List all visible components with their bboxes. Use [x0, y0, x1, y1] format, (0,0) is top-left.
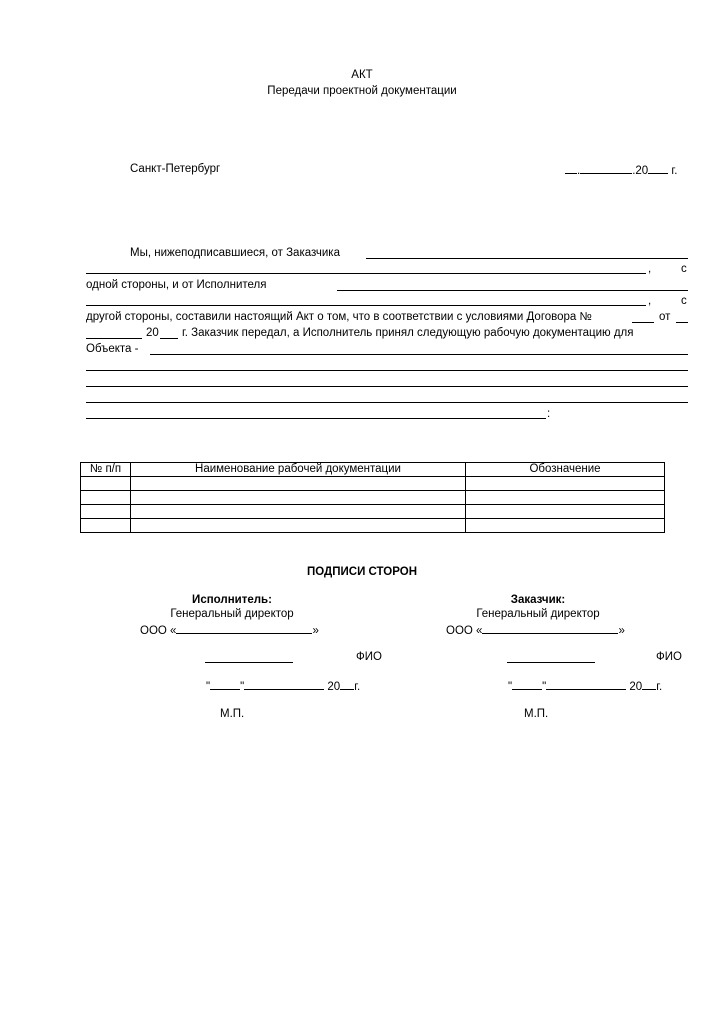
executor-quote-close: ": [240, 681, 245, 693]
document-subtitle: Передачи проектной документации: [267, 85, 457, 97]
executor-name-blank[interactable]: [337, 290, 688, 291]
executor-quote-open: ": [206, 681, 211, 693]
table-row: [81, 505, 665, 519]
customer-role: Заказчик:: [510, 594, 566, 606]
city-label: Санкт-Петербург: [130, 163, 221, 175]
executor-org-blank[interactable]: [176, 622, 312, 634]
table-header-name: Наименование рабочей документации: [131, 463, 466, 477]
date-field[interactable]: [565, 162, 677, 178]
body-line-3-text: одной стороны, и от Исполнителя: [86, 279, 267, 291]
table-cell[interactable]: [131, 491, 466, 505]
customer-org[interactable]: [446, 622, 625, 638]
customer-name-blank[interactable]: [366, 258, 688, 259]
executor-year-suffix: г.: [354, 681, 361, 693]
body-line-7-text: Объекта -: [86, 343, 139, 355]
object-line-blank-2[interactable]: [86, 386, 688, 387]
executor-fio-label: ФИО: [356, 651, 382, 663]
body-line-11-colon: :: [547, 408, 551, 420]
executor-year-prefix: 20: [327, 681, 341, 693]
table-cell[interactable]: [81, 491, 131, 505]
documentation-table: [80, 462, 665, 533]
table-header-designation: Обозначение: [466, 463, 665, 477]
table-cell[interactable]: [466, 491, 665, 505]
date-year-prefix: .20: [632, 165, 649, 177]
object-line-blank-1[interactable]: [86, 370, 688, 371]
customer-org-blank[interactable]: [482, 622, 618, 634]
executor-position: Генеральный директор: [170, 608, 294, 620]
executor-role: Исполнитель:: [192, 594, 272, 606]
customer-sign-date[interactable]: [508, 678, 662, 694]
table-row: [81, 491, 665, 505]
table-cell[interactable]: [81, 477, 131, 491]
table-row: [81, 519, 665, 533]
executor-name-blank-cont[interactable]: [86, 305, 646, 306]
object-line-blank-4[interactable]: [86, 418, 546, 419]
date-day-blank[interactable]: [565, 162, 577, 174]
executor-stamp-label: М.П.: [220, 708, 245, 720]
customer-quote-close: ": [542, 681, 547, 693]
date-separator: .: [577, 165, 581, 177]
contract-year-blank[interactable]: [160, 338, 178, 339]
executor-month-blank[interactable]: [244, 678, 324, 690]
executor-org-suffix: »: [312, 625, 319, 637]
customer-stamp-label: М.П.: [524, 708, 549, 720]
customer-year-prefix: 20: [629, 681, 643, 693]
date-month-blank[interactable]: [580, 162, 632, 174]
table-cell[interactable]: [466, 519, 665, 533]
customer-signature-blank[interactable]: [507, 662, 595, 663]
table-header-number: № п/п: [81, 463, 131, 477]
table-cell[interactable]: [81, 519, 131, 533]
customer-day-blank[interactable]: [512, 678, 542, 690]
customer-quote-open: ": [508, 681, 513, 693]
executor-org[interactable]: [140, 622, 319, 638]
customer-position: Генеральный директор: [476, 608, 600, 620]
customer-org-suffix: »: [618, 625, 625, 637]
body-line-6-text: г. Заказчик передал, а Исполнитель принял следующую рабочую документацию для: [182, 327, 634, 339]
body-line-5-text: другой стороны, составили настоящий Акт о том, что в соответствии с условиями Договора №: [86, 311, 592, 323]
object-name-blank[interactable]: [150, 354, 688, 355]
date-year-blank[interactable]: [648, 162, 668, 174]
table-cell[interactable]: [466, 477, 665, 491]
table-cell[interactable]: [131, 519, 466, 533]
table-cell[interactable]: [81, 505, 131, 519]
table-cell[interactable]: [131, 505, 466, 519]
contract-from-label: от: [659, 311, 671, 323]
contract-month-blank[interactable]: [86, 338, 142, 339]
customer-year-suffix: г.: [656, 681, 663, 693]
document-title: АКТ: [351, 69, 373, 81]
body-line-2-word: с: [681, 263, 687, 275]
customer-year-blank[interactable]: [642, 678, 656, 690]
executor-sign-date[interactable]: [206, 678, 360, 694]
signatures-heading: ПОДПИСИ СТОРОН: [306, 566, 418, 578]
table-header-row: [81, 463, 665, 477]
executor-year-blank[interactable]: [340, 678, 354, 690]
table-cell[interactable]: [466, 505, 665, 519]
body-line-4-word: с: [681, 295, 687, 307]
executor-signature-blank[interactable]: [205, 662, 293, 663]
body-line-2-comma: ,: [648, 263, 652, 275]
table-row: [81, 477, 665, 491]
contract-number-blank[interactable]: [632, 322, 654, 323]
customer-fio-label: ФИО: [656, 651, 682, 663]
contract-year-prefix: 20: [146, 327, 159, 339]
customer-name-blank-cont[interactable]: [86, 273, 646, 274]
customer-org-prefix: ООО «: [446, 625, 483, 637]
table-cell[interactable]: [131, 477, 466, 491]
executor-org-prefix: ООО «: [140, 625, 177, 637]
date-suffix: г.: [668, 165, 678, 177]
contract-day-blank[interactable]: [676, 322, 688, 323]
executor-day-blank[interactable]: [210, 678, 240, 690]
body-line-4-comma: ,: [648, 295, 652, 307]
customer-month-blank[interactable]: [546, 678, 626, 690]
body-line-1-text: Мы, нижеподписавшиеся, от Заказчика: [130, 247, 340, 259]
object-line-blank-3[interactable]: [86, 402, 688, 403]
